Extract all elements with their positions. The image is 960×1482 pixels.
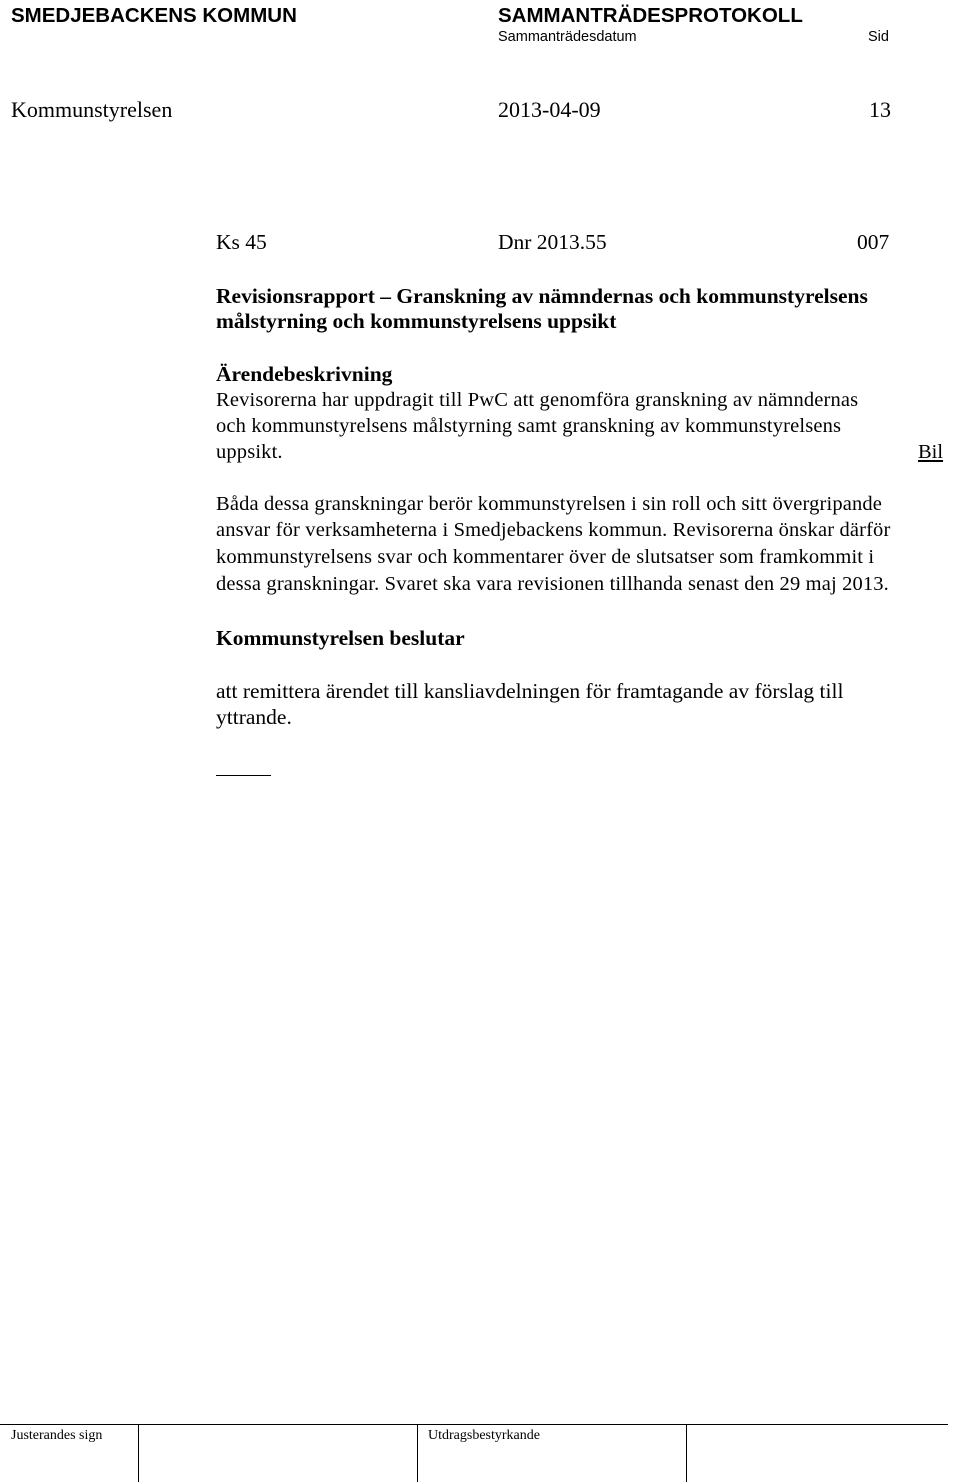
registration-number: Dnr 2013.55 xyxy=(498,230,607,254)
description-line: uppsikt. xyxy=(216,441,283,463)
description-line: och kommunstyrelsens målstyrning samt granskning av kommunstyrelsens xyxy=(216,415,842,437)
page-number: 13 xyxy=(869,97,891,122)
decision-line: yttrande. xyxy=(216,705,292,729)
description-line: Revisorerna har uppdragit till PwC att genomföra granskning av nämndernas xyxy=(216,389,859,411)
paragraph-number: Ks 45 xyxy=(216,230,267,254)
filing-code: 007 xyxy=(857,230,890,254)
adjuster-signature-label: Justerandes sign xyxy=(11,1428,103,1443)
description-line: ansvar för verksamheterna i Smedjebackens kommun. Revisorerna önskar därför xyxy=(216,519,891,541)
case-title-line: Revisionsrapport – Granskning av nämndernas och kommunstyrelsens xyxy=(216,284,868,308)
footer-rule xyxy=(0,1424,948,1425)
decision-line: att remittera ärendet till kansliavdelningen för framtagande av förslag till xyxy=(216,679,844,703)
meeting-body: Kommunstyrelsen xyxy=(11,97,173,122)
date-label: Sammanträdesdatum xyxy=(498,29,637,45)
description-line: kommunstyrelsens svar och kommentarer över de slutsatser som framkommit i xyxy=(216,546,875,568)
meeting-date: 2013-04-09 xyxy=(498,97,601,122)
footer-divider xyxy=(138,1425,139,1482)
organisation-name: SMEDJEBACKENS KOMMUN xyxy=(11,4,297,27)
description-heading: Ärendebeskrivning xyxy=(216,362,393,386)
extract-certification-label: Utdragsbestyrkande xyxy=(428,1428,540,1443)
end-of-section-rule xyxy=(216,775,271,776)
decision-heading: Kommunstyrelsen beslutar xyxy=(216,626,465,650)
description-line: dessa granskningar. Svaret ska vara revisionen tillhanda senast den 29 maj 2013. xyxy=(216,573,889,595)
page-label: Sid xyxy=(868,29,889,45)
case-title-line: målstyrning och kommunstyrelsens uppsikt xyxy=(216,309,617,333)
attachment-link[interactable]: Bil xyxy=(918,441,944,463)
description-line: Båda dessa granskningar berör kommunstyrelsen i sin roll och sitt övergripande xyxy=(216,493,883,515)
footer-divider xyxy=(686,1425,687,1482)
document-type: SAMMANTRÄDESPROTOKOLL xyxy=(498,4,803,27)
footer-divider xyxy=(417,1425,418,1482)
